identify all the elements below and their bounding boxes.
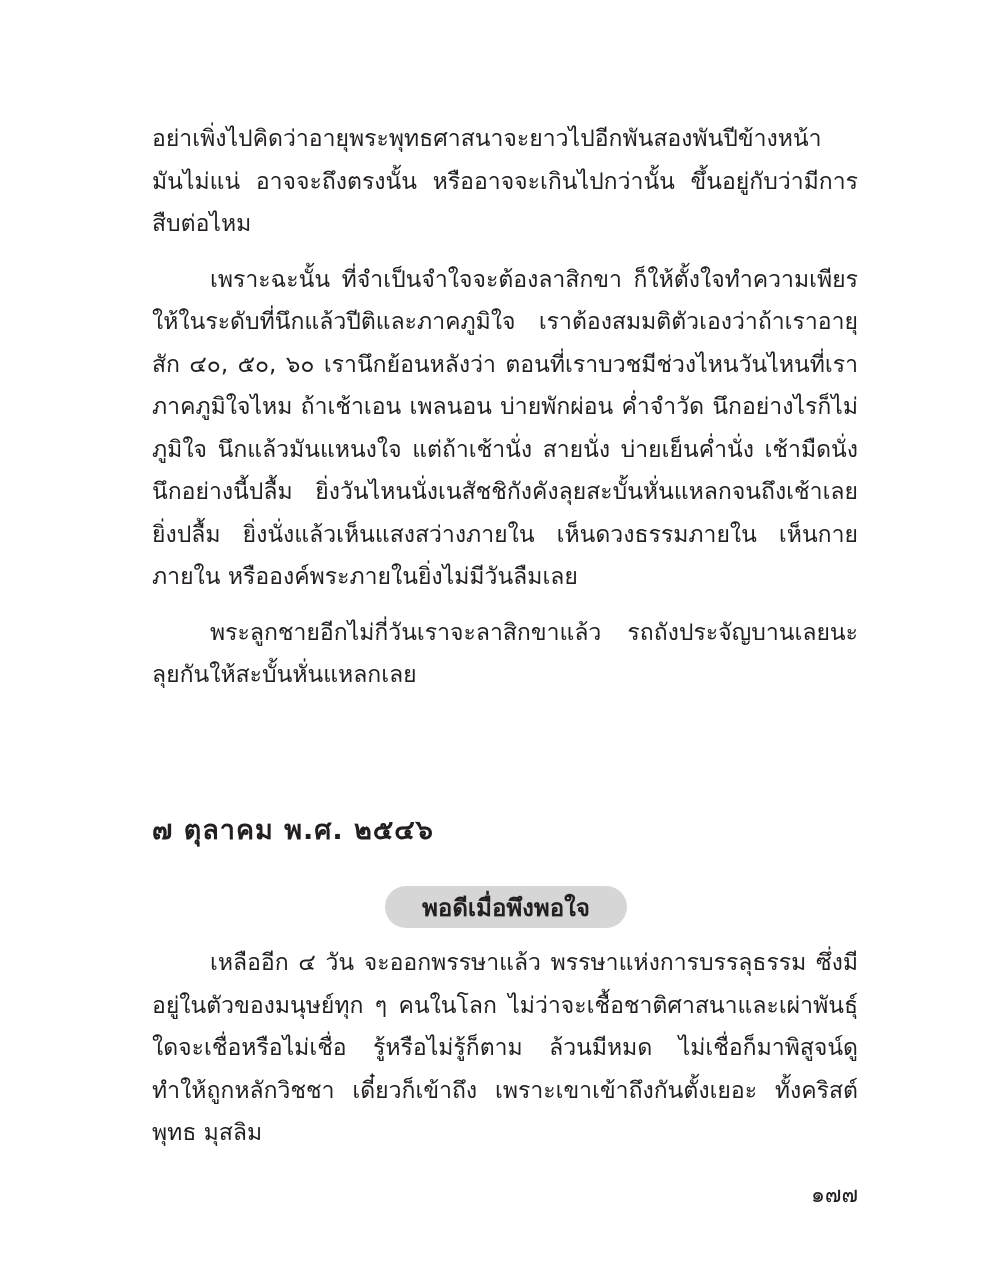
section-body xyxy=(152,942,858,1168)
paragraph-2: เพราะฉะนั้น ที่จำเป็นจำใจจะต้องลาสิกขา ก็ให้ตั้งใจทำความเพียรให้ในระดับที่นึกแล้วปีติและภาคภูมิใจ เราต้องสมมติตัวเองว่าถ้าเราอายุสัก ๔๐, ๕๐, ๖๐ เรานึกย้อนหลังว่า ตอนที่เราบวชมีช่วงไหนวันไหนที่เราภาคภูมิใจไหม ถ้าเช้าเอน เพลนอน บ่ายพักผ่อน ค่ำจำวัด นึกอย่างไรก็ไม่ภูมิใจ นึกแล้วมันแหนงใจ แต่ถ้าเช้านั่ง สายนั่ง บ่ายเย็นค่ำนั่ง เช้ามืดนั่ง นึกอย่างนี้ปลื้ม ยิ่งวันไหนนั่งเนสัชชิกังคังลุยสะบั้นหั่นแหลกจนถึงเช้าเลย ยิ่งปลื้ม ยิ่งนั่งแล้วเห็นแสงสว่างภายใน เห็นดวงธรรมภายใน เห็นกายภายใน หรือองค์พระภายในยิ่งไม่มีวันลืมเลย xyxy=(152,266,858,590)
page-number: ๑๗๗ xyxy=(810,1183,858,1208)
section-title-text: พอดีเมื่อพึงพอใจ xyxy=(422,893,590,922)
section-title xyxy=(385,886,627,928)
page-body xyxy=(152,118,858,710)
section-paragraph: เหลืออีก ๔ วัน จะออกพรรษาแล้ว พรรษาแห่งการบรรลุธรรม ซึ่งมีอยู่ในตัวของมนุษย์ทุก ๆ คนในโลก ไม่ว่าจะเชื้อชาติศาสนาและเผ่าพันธุ์ใดจะเชื่อหรือไม่เชื่อ รู้หรือไม่รู้ก็ตาม ล้วนมีหมด ไม่เชื่อก็มาพิสูจน์ดู ทำให้ถูกหลักวิชชา เดี๋ยวก็เข้าถึง เพราะเขาเข้าถึงกันตั้งเยอะ ทั้งคริสต์ พุทธ มุสลิม xyxy=(152,950,858,1146)
date-heading: ๗ ตุลาคม พ.ศ. ๒๕๔๖ xyxy=(152,815,434,846)
paragraph-3: พระลูกชายอีกไม่กี่วันเราจะลาสิกขาแล้ว รถถังประจัญบานเลยนะ ลุยกันให้สะบั้นหั่นแหลกเลย xyxy=(152,619,858,688)
paragraph-1: อย่าเพิ่งไปคิดว่าอายุพระพุทธศาสนาจะยาวไปอีกพันสองพันปีข้างหน้า มันไม่แน่ อาจจะถึงตรงนั้น หรืออาจจะเกินไปกว่านั้น ขึ้นอยู่กับว่ามีการสืบต่อไหม xyxy=(152,126,858,237)
